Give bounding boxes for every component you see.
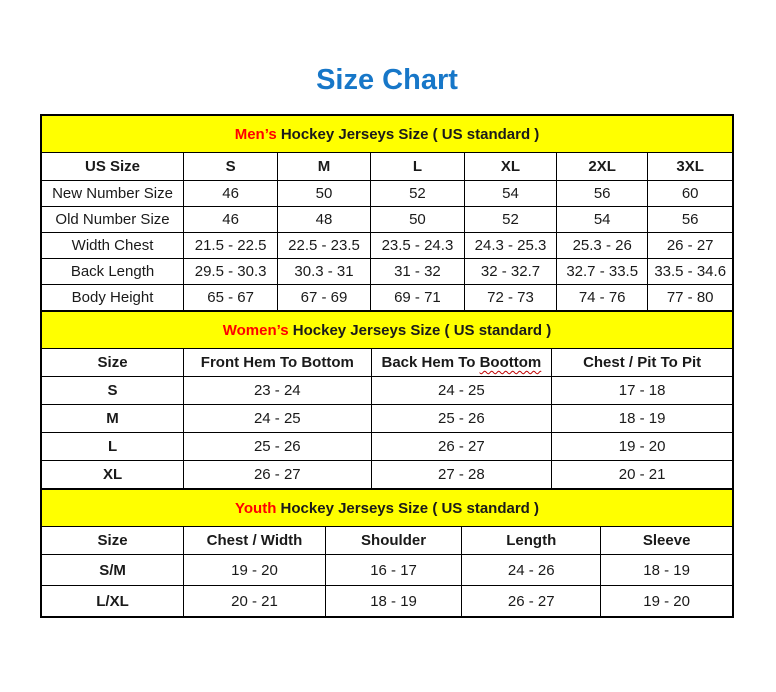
column-header: L — [370, 153, 464, 181]
row-label: M — [41, 405, 184, 433]
cell: 19 - 20 — [552, 433, 733, 461]
cell: 27 - 28 — [371, 461, 552, 490]
cell: 23.5 - 24.3 — [370, 233, 464, 259]
column-header: M — [278, 153, 371, 181]
misspelled-word: Boottom — [479, 354, 542, 371]
cell: 22.5 - 23.5 — [278, 233, 371, 259]
womens-size-table — [40, 310, 734, 490]
column-header: Chest / Pit To Pit — [552, 349, 733, 377]
table-row — [41, 461, 733, 490]
cell: 20 - 21 — [552, 461, 733, 490]
cell: 19 - 20 — [184, 555, 326, 586]
row-label: L/XL — [41, 586, 184, 618]
cell: 19 - 20 — [601, 586, 733, 618]
cell: 46 — [184, 181, 278, 207]
cell: 25.3 - 26 — [557, 233, 648, 259]
table-row — [41, 233, 733, 259]
row-label: S/M — [41, 555, 184, 586]
youth-header-row — [41, 527, 733, 555]
cell: 26 - 27 — [371, 433, 552, 461]
cell: 32 - 32.7 — [464, 259, 556, 285]
cell: 29.5 - 30.3 — [184, 259, 278, 285]
cell: 50 — [278, 181, 371, 207]
column-header: Chest / Width — [184, 527, 326, 555]
column-header: XL — [464, 153, 556, 181]
row-label: Width Chest — [41, 233, 184, 259]
table-row — [41, 377, 733, 405]
table-row — [41, 207, 733, 233]
section-title-text: Hockey Jerseys Size ( US standard ) — [276, 499, 539, 517]
column-header: US Size — [41, 153, 184, 181]
section-title-text: Hockey Jerseys Size ( US standard ) — [288, 321, 552, 339]
cell: 26 - 27 — [184, 461, 372, 490]
page-title: Size Chart — [316, 64, 458, 96]
row-label: New Number Size — [41, 181, 184, 207]
cell: 18 - 19 — [552, 405, 733, 433]
column-header: Size — [41, 349, 184, 377]
column-header: 3XL — [648, 153, 733, 181]
column-header: Back Hem To Boottom — [371, 349, 552, 377]
row-label: Old Number Size — [41, 207, 184, 233]
row-label: L — [41, 433, 184, 461]
youth-section-header — [41, 489, 733, 527]
cell: 56 — [557, 181, 648, 207]
section-title-highlight: Women’s — [222, 321, 289, 339]
cell: 74 - 76 — [557, 285, 648, 312]
cell: 23 - 24 — [184, 377, 372, 405]
cell: 16 - 17 — [325, 555, 461, 586]
cell: 52 — [370, 181, 464, 207]
cell: 20 - 21 — [184, 586, 326, 618]
cell: 18 - 19 — [601, 555, 733, 586]
cell: 65 - 67 — [184, 285, 278, 312]
column-header: 2XL — [557, 153, 648, 181]
youth-size-table — [40, 488, 734, 618]
cell: 33.5 - 34.6 — [648, 259, 733, 285]
section-title-highlight: Youth — [235, 499, 277, 517]
cell: 30.3 - 31 — [278, 259, 371, 285]
cell: 56 — [648, 207, 733, 233]
cell: 52 — [464, 207, 556, 233]
row-label: XL — [41, 461, 184, 490]
size-tables — [40, 114, 734, 618]
cell: 25 - 26 — [184, 433, 372, 461]
table-row — [41, 433, 733, 461]
cell: 17 - 18 — [552, 377, 733, 405]
table-row — [41, 181, 733, 207]
cell: 46 — [184, 207, 278, 233]
cell: 60 — [648, 181, 733, 207]
row-label: Back Length — [41, 259, 184, 285]
cell: 24 - 25 — [371, 377, 552, 405]
cell: 31 - 32 — [370, 259, 464, 285]
mens-size-table — [40, 114, 734, 312]
cell: 54 — [464, 181, 556, 207]
cell: 77 - 80 — [648, 285, 733, 312]
table-row — [41, 285, 733, 312]
column-header: Sleeve — [601, 527, 733, 555]
cell: 24 - 26 — [462, 555, 601, 586]
cell: 18 - 19 — [325, 586, 461, 618]
section-title-highlight: Men’s — [234, 125, 277, 143]
row-label: S — [41, 377, 184, 405]
table-row — [41, 405, 733, 433]
column-header: Front Hem To Bottom — [184, 349, 372, 377]
mens-header-row — [41, 153, 733, 181]
cell: 26 - 27 — [462, 586, 601, 618]
row-label: Body Height — [41, 285, 184, 312]
womens-section-header — [41, 311, 733, 349]
mens-section-header — [41, 115, 733, 153]
section-title-text: Hockey Jerseys Size ( US standard ) — [276, 125, 540, 143]
cell: 50 — [370, 207, 464, 233]
cell: 32.7 - 33.5 — [557, 259, 648, 285]
cell: 25 - 26 — [371, 405, 552, 433]
table-row — [41, 555, 733, 586]
cell: 72 - 73 — [464, 285, 556, 312]
column-header: Shoulder — [325, 527, 461, 555]
cell: 67 - 69 — [278, 285, 371, 312]
column-header: S — [184, 153, 278, 181]
cell: 21.5 - 22.5 — [184, 233, 278, 259]
table-row — [41, 259, 733, 285]
cell: 48 — [278, 207, 371, 233]
cell: 54 — [557, 207, 648, 233]
cell: 24 - 25 — [184, 405, 372, 433]
column-header: Size — [41, 527, 184, 555]
cell: 26 - 27 — [648, 233, 733, 259]
cell: 24.3 - 25.3 — [464, 233, 556, 259]
column-header: Length — [462, 527, 601, 555]
cell: 69 - 71 — [370, 285, 464, 312]
womens-header-row — [41, 349, 733, 377]
table-row — [41, 586, 733, 618]
